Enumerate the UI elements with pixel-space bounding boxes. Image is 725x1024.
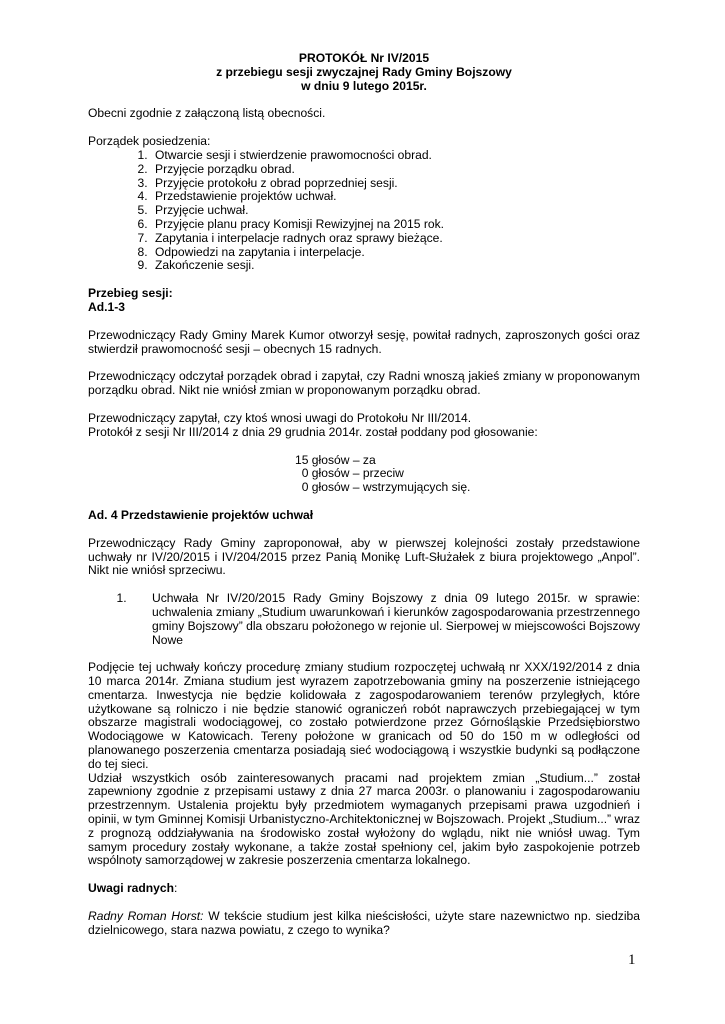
agenda-item: 3. Przyjęcie protokołu z obrad poprzedniej sesji.: [151, 177, 640, 191]
attendance-note: Obecni zgodnie z załączoną listą obecności.: [88, 106, 326, 121]
agenda-item: 7. Zapytania i interpelacje radnych oraz sprawy bieżące.: [151, 232, 640, 246]
opening-paragraph: Przewodniczący Rady Gminy Marek Kumor otworzył sesję, powitał radnych, zaproszonych gości oraz stwierdził prawomocność sesji – obecnych 15 radnych.: [88, 327, 640, 356]
remarks-heading-colon: :: [174, 881, 178, 896]
agenda-item: 4. Przedstawienie projektów uchwał.: [151, 190, 640, 204]
agenda-item: 6. Przyjęcie planu pracy Komisji Rewizyjnej na 2015 rok.: [151, 218, 640, 232]
agenda-item: 5. Przyjęcie uchwał.: [151, 204, 640, 218]
resolution-item: 1. Uchwała Nr IV/20/2015 Rady Gminy Bojszowy z dnia 09 lutego 2015r. w sprawie: uchwalenia zmiany „Studium uwarunkowań i kierunków zagospodarowania przestrzennego gminy Bojszowy” dla obszaru położonego w rejonie ul. Sierpowej w miejscowości Bojszowy Nowe: [130, 592, 640, 647]
protocol-question: Przewodniczący zapytał, czy ktoś wnosi uwagi do Protokołu Nr III/2014.: [88, 410, 472, 425]
agenda-paragraph: Przewodniczący odczytał porządek obrad i zapytał, czy Radni wnoszą jakieś zmiany w proponowanym porządku obrad. Nikt nie wniósł zmian w proponowanym porządku obrad.: [88, 369, 640, 398]
document-date: w dniu 9 lutego 2015r.: [301, 78, 427, 93]
participation-body: Udział wszystkich osób zainteresowanych pracami nad projektem zmian „Studium...” został zapewniony zgodnie z przepisami ustawy z dnia 27 marca 2003r. o planowaniu i zagospodarowaniu przestrzennym. Ustalenia projektu były przedmiotem wymaganych przepisami prawa uzgodnień i opinii, w tym Gminnej Komisji Urbanistyczno-Architektonicznej w Bojszowach. Projekt „Studium...” wraz z prognozą oddziaływania na środowisko został wyłożony do wglądu, nikt nie wniósł uwag. Tym samym procedury zostały wykonane, a także został spełniony cel, jakim było zaspokojenie potrzeb wspólnoty samorządowej w zakresie poszerzenia cmentarza lokalnego.: [88, 770, 640, 868]
protocol-vote-intro: Protokół z sesji Nr III/2014 z dnia 29 grudnia 2014r. został poddany pod głosowanie:: [88, 424, 538, 439]
session-heading: Przebieg sesji:: [88, 286, 173, 301]
document-subtitle: z przebiegu sesji zwyczajnej Rady Gminy Bojszowy: [216, 64, 512, 79]
document-title: PROTOKÓŁ Nr IV/2015: [298, 51, 430, 65]
remark-text: W tekście studium jest kilka nieścisłości, użyte stare nazewnictwo np. siedziba dzielnicowego, stara nazwa powiatu, z czego to wynika?: [88, 909, 640, 937]
agenda-item: 2. Przyjęcie porządku obrad.: [151, 163, 640, 177]
vote-abstain: 0 głosów – wstrzymujących się.: [295, 480, 471, 495]
vote-against: 0 głosów – przeciw: [295, 466, 404, 481]
agenda-heading: Porządek posiedzenia:: [88, 134, 211, 149]
resolution-list: [88, 592, 640, 647]
page-number: 1: [628, 952, 636, 968]
remarks-heading: [88, 882, 640, 896]
vote-for: 15 głosów – za: [295, 452, 376, 467]
remark-paragraph: [88, 910, 640, 938]
ad4-heading: Ad. 4 Przedstawienie projektów uchwał: [88, 507, 314, 522]
remark-speaker: Radny Roman Horst:: [88, 909, 204, 924]
ad4-intro: Przewodniczący Rady Gminy zaproponował, aby w pierwszej kolejności zostały przedstawione uchwały nr IV/20/2015 i IV/204/2015 przez Panią Monikę Luft-Służałek z biura projektowego „Anpol”. Nikt nie wniósł sprzeciwu.: [88, 535, 640, 578]
agenda-item: 8. Odpowiedzi na zapytania i interpelacje.: [151, 246, 640, 260]
remarks-heading-text: Uwagi radnych: [88, 881, 175, 896]
agenda-item: 1. Otwarcie sesji i stwierdzenie prawomocności obrad.: [151, 149, 640, 163]
resolution-body: Podjęcie tej uchwały kończy procedurę zmiany studium rozpoczętej uchwałą nr XXX/192/2014 z dnia 10 marca 2014r. Zmiana studium jest wyrazem zapotrzebowania gminy na poszerzenie istniejącego cmentarza. Inwestycja nie będzie kolidowała z zagospodarowaniem terenów przyległych, które użytkowane są rolniczo i nie będzie stanowić ograniczeń robót naprawczych przebiegającej w tym obszarze magistrali wodociągowej, co zostało potwierdzone przez Górnośląskie Przedsiębiorstwo Wodociągowe w Katowicach. Tereny położone w granicach od 50 do 150 m w odległości od planowanego poszerzenia cmentarza posiadają sieć wodociągową i wszystkie budynki są podłączone do tej sieci.: [88, 660, 640, 771]
ad13-heading: Ad.1-3: [88, 299, 125, 314]
agenda-item: 9. Zakończenie sesji.: [151, 259, 640, 273]
document-page: [88, 52, 640, 938]
agenda-list: [88, 149, 640, 273]
